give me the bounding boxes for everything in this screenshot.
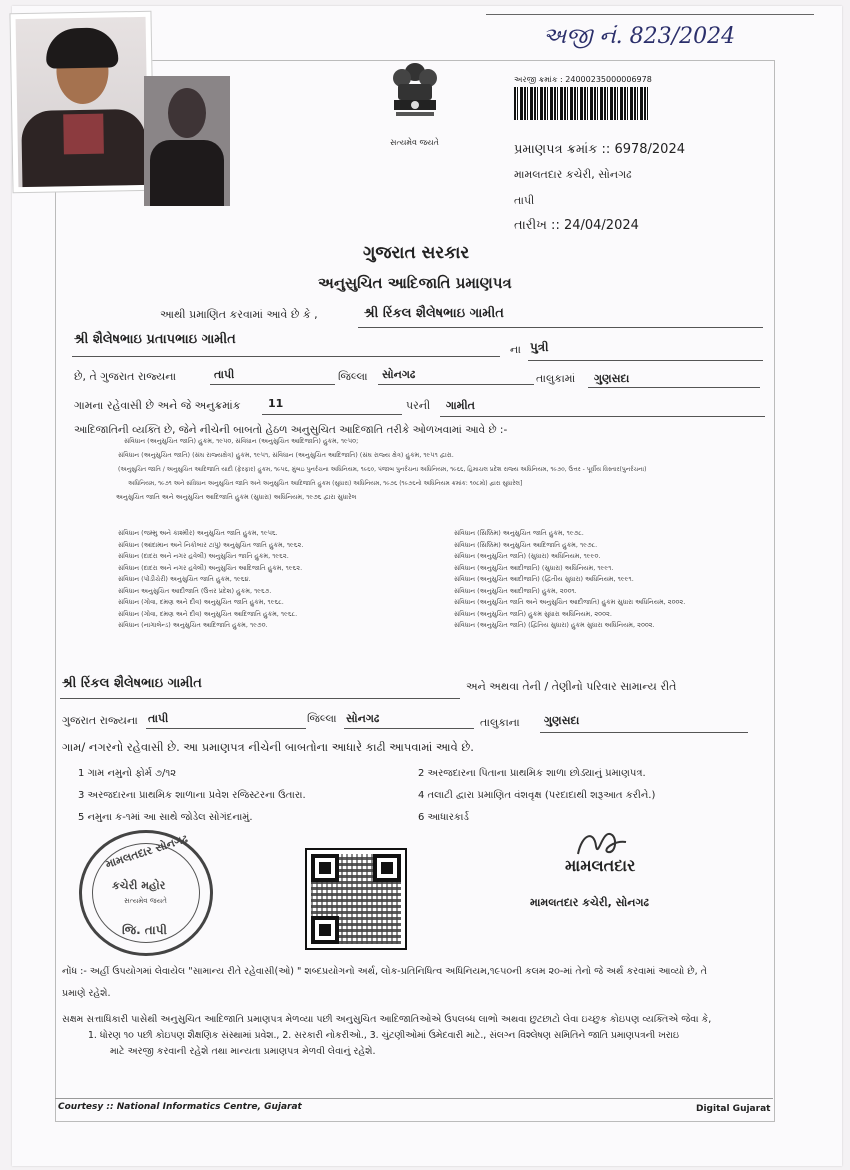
footer-rule (55, 1098, 773, 1099)
issue-date: તારીખ :: 24/04/2024 (514, 218, 639, 233)
handwritten-number: અજી નં. 823/2024 (543, 24, 736, 49)
certificate-title: અનુસુચિત આદિજાતિ પ્રમાણપત્ર (318, 274, 512, 292)
applicant-photo (9, 11, 154, 193)
document-item: 6 આધારકાર્ડ (418, 812, 469, 823)
order-right: સંવિધાન (સિક્કિમ) અનુસુચિત જાતિ હુકમ, ૧૯૭૮. (454, 529, 584, 537)
order-left: સંવિધાન (આંદામાન અને નિકોબાર ટાપુ) અનુસુચિત જાતિ હુકમ, ૧૯૬૨. (118, 540, 304, 549)
orders-left-list (118, 528, 448, 632)
name-underline (358, 327, 763, 328)
order-left: સંવિધાન (નાગાલેન્ડ) અનુસુચિત આદિજાતિ હુકમ, ૧૯૭૦. (118, 621, 268, 629)
order-right: સંવિધાન (અનુસુચિત જાતિ) (સુધારા) અધિનિયમ, ૧૯૯૦. (454, 552, 601, 560)
resident-basis: ગામ/ નગરનો રહેવાસી છે. આ પ્રમાણપત્ર નીચેની બાબતોના આધારે કાઢી આપવામાં આવે છે. (62, 740, 474, 754)
orders-right-list (454, 528, 754, 632)
district-label: જિલ્લા (338, 370, 368, 383)
taluka-label: તાલુકામાં (536, 372, 576, 385)
resident-state-district: તાપી (148, 712, 169, 725)
order-left: સંવિધાન અનુસુચિત આદીજાતિ (ઉત્તર પ્રદેશ) હુકમ, ૧૯૬૭. (118, 586, 272, 595)
note-line-3: સક્ષમ સત્તાધિકારી પાસેથી અનુસુચિત આદિજાતિ પ્રમાણપત્ર મેળવ્યા પછી અનુસુચિત આદિજાતિઓએ ઉપલબ્ધ લાભો અથવા છુટછાટો લેવા ઇચ્છુક કોઇપણ વ્યક્તિએ જેવા કે, (62, 1014, 712, 1025)
order-top-1: સંવિધાન (અનુસુચિત જાતિ) હુકમ, ૧૯૫૦, સંવિધાન (અનુસુચિત આદિજાતિ) હુકમ, ૧૯૫૦; (124, 437, 359, 445)
document-item: 3 અરજદારના પ્રાથમિક શાળાના પ્રવેશ રજિસ્ટરના ઉતારા. (78, 790, 306, 801)
order-left: સંવિધાન (જમ્મુ અને કાશ્મીર) અનુસુચિત જાતિ હુકમ, ૧૯૫૬. (118, 529, 278, 537)
serial-text: ગામના રહેવાસી છે અને જે અનુક્રમાંક (74, 399, 241, 412)
resident-name: શ્રી રિંકલ શૈલેષભાઇ ગામીત (62, 676, 202, 691)
par-label: પરની (406, 399, 431, 412)
state-underline (210, 384, 335, 385)
note-line-1: નોંધ :- અહીં ઉપયોગમાં લેવાયેલ "સામાન્ય રીતે રહેવાસી(ઓ) " શબ્દપ્રયોગનો અર્થ, લોક-પ્રતિનિધિત્વ અધિનિયમ,૧૯૫૦ની કલમ ૨૦-માં તેનો જે અર્થ કરવામાં આવ્યો છે, તે (62, 966, 707, 977)
order-right: સંવિધાન (અનુસુચિત આદીજાતિ) હુકમ, ૨૦૦૧. (454, 586, 577, 595)
note-line-2: પ્રમાણે રહેશે. (62, 988, 111, 999)
signatory-office: મામલતદાર કચેરી, સોનગઢ (530, 896, 649, 909)
resident-taluka-value: ગુણસદા (544, 714, 580, 727)
father-name: શ્રી શૈલેષભાઇ પ્રતાપભાઇ ગામીત (74, 332, 236, 347)
signatory-title: મામલતદાર (565, 856, 636, 875)
government-heading: ગુજરાત સરકાર (363, 243, 470, 263)
document-item: 1 ગામ નમુનો ફોર્મ ૭/૧૨ (78, 768, 177, 779)
issuing-office: મામલતદાર કચેરી, સોનગઢ (514, 168, 632, 181)
na-text: ના (510, 343, 521, 356)
top-rule (486, 14, 814, 15)
resident-district-value: સોનગઢ (346, 712, 380, 725)
issuing-district: તાપી (514, 194, 535, 207)
printed-photo (144, 76, 230, 206)
application-number: અરજી ક્રમાંક : 24000235000006978 (514, 75, 652, 84)
resident-state-underline (146, 728, 306, 729)
order-right: સંવિધાન (અનુસુચિત જાતિ) હુકમ સુધારા અધિનિયમ, ૨૦૦૨. (454, 609, 612, 618)
barcode (514, 87, 649, 120)
order-right: સંવિધાન (અનુસુચિત આદીજાતિ) (દ્વિતીય સુધારા) અધિનિયમ, ૧૯૯૧. (454, 575, 634, 583)
document-item: 5 નમુના ક-૧માં આ સાથે જોડેલ સોગંદનામું. (78, 812, 253, 823)
order-left: સંવિધાન (દાદરા અને નગર હવેલી) અનુસુચિત આદિજાતિ હુકમ, ૧૯૬૨. (118, 563, 303, 572)
resident-taluka-label: તાલુકાના (480, 716, 520, 729)
relation: પુત્રી (530, 340, 549, 354)
note-line-4: 1. ધોરણ ૧૦ પછી કોઇપણ શૈક્ષણિક સંસ્થામાં પ્રવેશ., 2. સરકારી નોકરીઓ., 3. ચુંટણીઓમાં ઉમેદવારી માટે., સંલગ્ન વિશ્લેષણ સમિતિને જાતિ પ્રમાણપત્રની ખરાઇ (88, 1030, 679, 1041)
resident-suffix: અને અથવા તેની / તેણીનો પરિવાર સામાન્ય રીતે (466, 680, 677, 693)
qr-code (305, 848, 407, 950)
tribe-underline (440, 416, 765, 417)
resident-taluka-underline (540, 732, 748, 733)
seal-motto: સત્યમેવ જયતે (124, 897, 167, 905)
state-text: છે, તે ગુજરાત રાજ્યના (74, 370, 177, 383)
seal-top-text: મામલતદાર સોનગઢ (103, 832, 190, 871)
serial-number: 11 (268, 397, 284, 410)
order-left: સંવિધાન (ગોવા, દમણ અને દીવ) અનુસુચિત જાતિ હુકમ, ૧૯૬૮. (118, 598, 284, 606)
order-left: સંવિધાન (પોંડીચેરી) અનુસુચિત જાતિ હુકમ, ૧૯૬૪. (118, 575, 251, 583)
certificate-number: પ્રમાણપત્ર ક્રમાંક :: 6978/2024 (514, 142, 685, 157)
order-top-3: (અનુસુચિત જાતિ / અનુસુચિત આદિજાતિ યાદી (ફેરફાર) હુકમ, ૧૯૫૬, મુંબઇ પુનર્રચના અધિનિયમ, ૧૯૬૦, પંજાબ પુનર્રચના અધિનિયમ, ૧૯૬૬, હિમાચલ પ્રદેશ રાજ્ય અધિનિયમ, ૧૯૭૦, ઉત્તર - પૂર્વીય વિસ્તાર(પુનર્રચના) (118, 466, 647, 473)
tribe-name: ગામીત (446, 399, 475, 412)
district-value: સોનગઢ (382, 368, 416, 381)
order-right: સંવિધાન (અનુસુચિત આદીજાતિ) (સુધારા) અધિનિયમ, ૧૯૯૧. (454, 563, 614, 572)
applicant-name: શ્રી રિંકલ શૈલેષભાઇ ગામીત (364, 306, 504, 321)
recognition-text: આદિજાતિની વ્યક્તિ છે, જેને નીચેની બાબતો હેઠળ અનુસુચિત આદિજાતિ તરીકે ઓળખવામાં આવે છે :- (74, 424, 508, 436)
emblem-caption: સત્યમેવ જયતે (390, 138, 439, 147)
note-line-5: માટે અરજી કરવાની રહેશે તથા માન્યતા પ્રમાણપત્ર મેળવી લેવાનું રહેશે. (110, 1046, 376, 1057)
footer-brand: Digital Gujarat (696, 1104, 771, 1114)
relation-underline (528, 360, 763, 361)
order-left: સંવિધાન (દાદરા અને નગર હવેલી) અનુસુચિત જાતિ હુકમ, ૧૯૬૨. (118, 552, 289, 560)
certify-text: આથી પ્રમાણિત કરવામાં આવે છે કે , (160, 308, 318, 321)
state-emblem-icon (388, 60, 442, 140)
resident-underline (60, 698, 460, 699)
district-underline (378, 384, 534, 385)
document-item: 4 તલાટી દ્વારા પ્રમાણિત વંશવૃક્ષ (પરદાદાથી શરૂઆત કરીને.) (418, 790, 656, 801)
footer-courtesy: Courtesy :: National Informatics Centre, Gujarat (58, 1102, 302, 1112)
order-top-5: અનુસુચિત જાતિ અને અનુસુચિત આદિજાતિ હુકમ (સુધારા) અધિનિયમ, ૧૯૭૬ દ્વારા સુધારેલ (116, 493, 357, 501)
seal-bottom-text: જિ. તાપી (122, 923, 167, 937)
order-right: સંવિધાન (અનુસુચિત જાતિ અને અનુસુચિત આદીજાતિ) હુકમ સુધારા અધિનિયમ, ૨૦૦૨. (454, 598, 686, 606)
taluka-value: ગુણસદા (594, 372, 630, 385)
resident-district-underline (344, 728, 474, 729)
father-underline (72, 356, 500, 357)
state-district: તાપી (214, 368, 235, 381)
serial-underline (262, 414, 402, 415)
order-right: સંવિધાન (સિક્કિમ) અનુસુચિત આદિજાતિ હુકમ, ૧૯૭૮. (454, 540, 598, 549)
official-seal (79, 830, 213, 956)
taluka-underline (588, 387, 760, 388)
resident-district-label: જિલ્લા (307, 712, 337, 725)
order-top-4: અધિનિયમ, ૧૯૭૧ અને સંવિધાન અનુસુચિત જાતિ અને અનુસુચિત આદિજાતિ હુકમ (સુધારા) અધિનિયમ, ૧૯૭૬ (૧૯૭૬નો અધિનિયમ ક્રમાંક: ૧૦૮મો) દ્વારા સુધારેલ] (128, 480, 523, 487)
seal-center-text: કચેરી મહોર (112, 879, 166, 892)
order-left: સંવિધાન (ગોવા, દમણ અને દીવ) અનુસુચિત આદિજાતિ હુકમ, ૧૯૬૮. (118, 609, 298, 618)
order-right: સંવિધાન (અનુસુચિત જાતિ) (દ્વિતિય સુધારા) હુકમ સુધારા અધિનિયમ, ૨૦૦૨. (454, 621, 655, 629)
resident-state: ગુજરાત રાજ્યના (62, 714, 138, 727)
order-top-2: સંવિધાન (અનુસુચિત જાતિ) (સંઘ રાજ્યક્ષેત્ર) હુકમ, ૧૯૫૧, સંવિધાન (અનુસુચિત આદિજાતિ) (સંઘ રાજ્ય ક્ષેત્ર) હુકમ, ૧૯૫૧ દ્વારા. (118, 451, 454, 459)
document-item: 2 અરજદારના પિતાના પ્રાથમિક શાળા છોડ્યાનું પ્રમાણપત્ર. (418, 768, 646, 779)
